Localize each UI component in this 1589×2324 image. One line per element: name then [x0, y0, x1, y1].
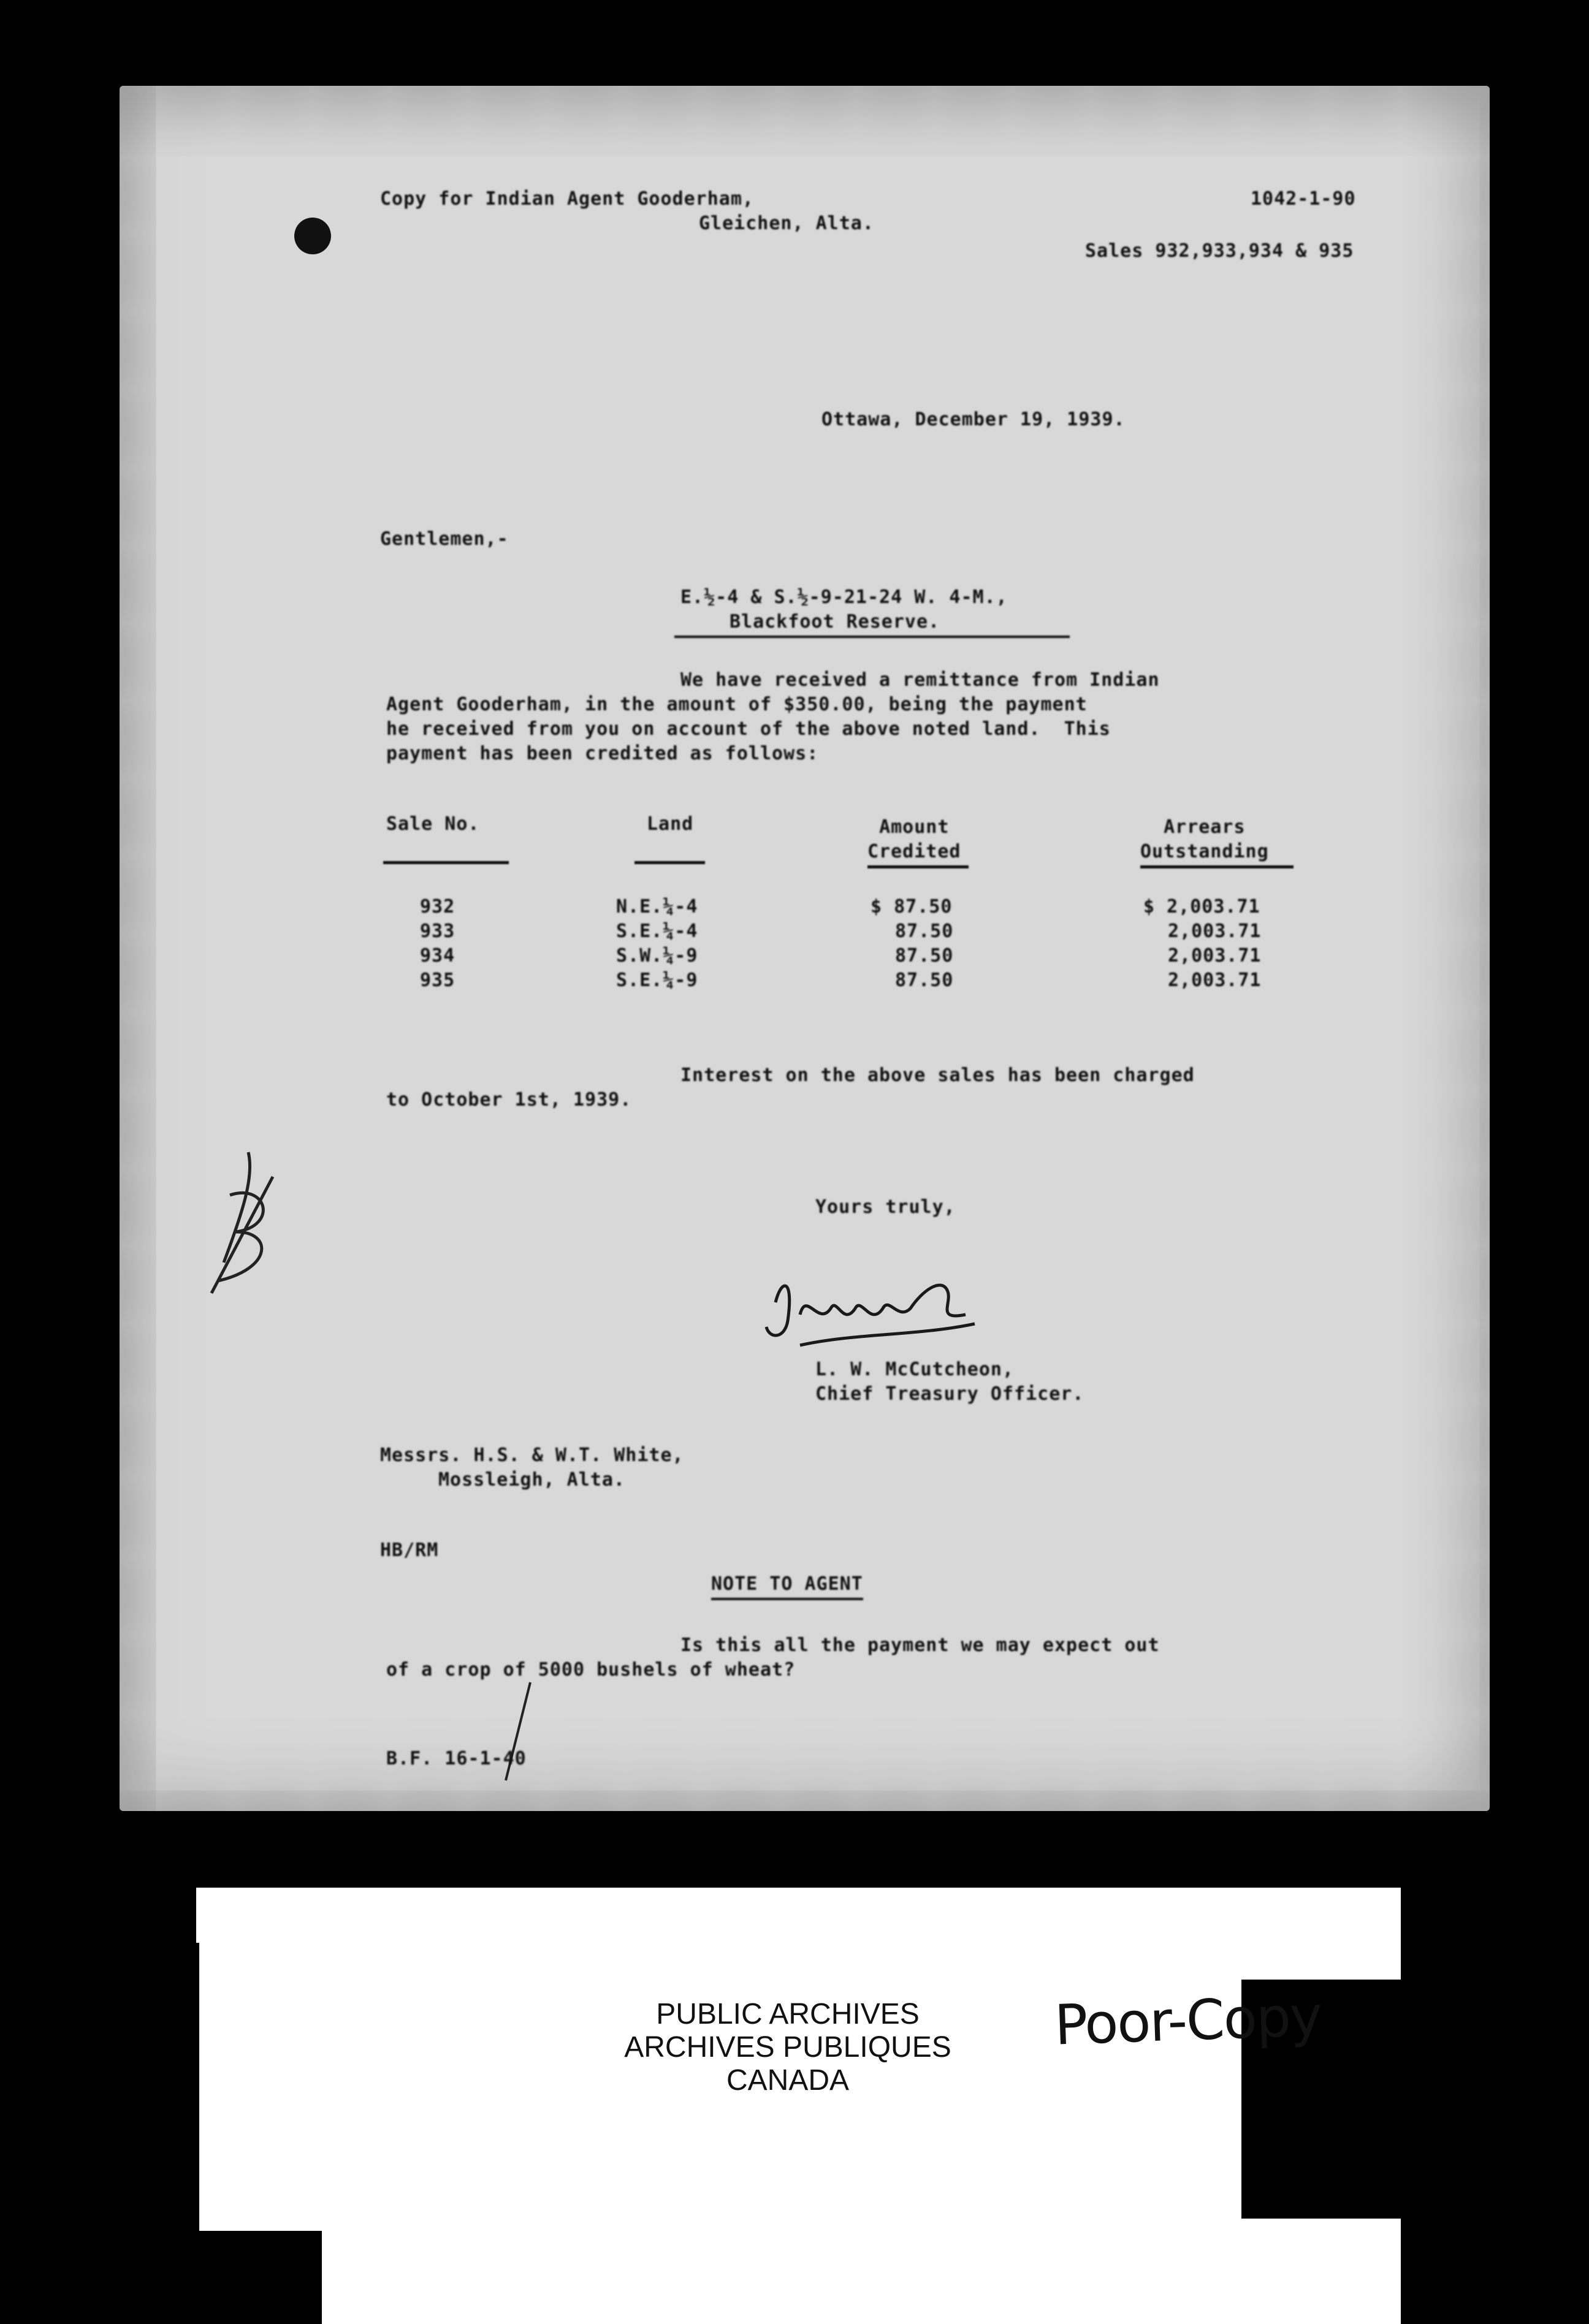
- table-cell: 87.50: [895, 921, 954, 942]
- interest-line-1: Interest on the above sales has been charged: [680, 1065, 1195, 1086]
- table-cell: S.E.¼-4: [616, 921, 698, 942]
- table-header-land: Land: [647, 813, 694, 835]
- header-rule-amount: [867, 865, 969, 868]
- copy-line-2: Gleichen, Alta.: [699, 213, 874, 234]
- archive-label-card: [199, 1888, 1401, 2324]
- poor-copy-note: Poor-Copy: [1053, 1984, 1322, 2058]
- table-header-amount-credited: Amount Credited: [867, 816, 961, 862]
- table-cell: N.E.¼-4: [616, 896, 698, 917]
- margin-initial-mark: [205, 1140, 291, 1299]
- body-line-1: We have received a remittance from Indian: [680, 669, 1160, 691]
- table-cell: 87.50: [895, 970, 954, 991]
- archive-stamp: [524, 1998, 1051, 2097]
- letter-date: Ottawa, December 19, 1939.: [821, 409, 1126, 430]
- table-cell: S.E.¼-9: [616, 970, 698, 991]
- file-reference: 1042-1-90: [1251, 188, 1356, 210]
- table-header-sale-no: Sale No.: [386, 813, 480, 835]
- table-cell: $ 87.50: [871, 896, 953, 917]
- left-margin: [0, 1888, 199, 2324]
- table-cell: 934: [420, 945, 455, 966]
- interest-line-2: to October 1st, 1939.: [386, 1089, 632, 1111]
- label-notch: [199, 2231, 322, 2324]
- archive-line-1: PUBLIC ARCHIVES: [656, 1998, 920, 2030]
- signer-title: Chief Treasury Officer.: [815, 1383, 1084, 1405]
- note-heading: NOTE TO AGENT: [711, 1572, 863, 1600]
- typist-initials: HB/RM: [380, 1540, 439, 1561]
- table-cell: 933: [420, 921, 455, 942]
- table-cell: 2,003.71: [1168, 921, 1262, 942]
- signature: [763, 1266, 984, 1351]
- table-cell: 2,003.71: [1168, 945, 1262, 966]
- letter-page: [120, 86, 1490, 1811]
- salutation: Gentlemen,-: [380, 528, 509, 550]
- sales-reference: Sales 932,933,934 & 935: [1085, 240, 1354, 262]
- bf-reference: B.F. 16-1-40: [386, 1748, 527, 1769]
- table-cell: 935: [420, 970, 455, 991]
- table-cell: 87.50: [895, 945, 954, 966]
- closing: Yours truly,: [815, 1196, 956, 1218]
- punch-hole: [294, 218, 331, 254]
- addressee-line-2: Mossleigh, Alta.: [438, 1469, 625, 1490]
- note-line-2: of a crop of 5000 bushels of wheat?: [386, 1659, 796, 1680]
- subject-line-2: Blackfoot Reserve.: [674, 610, 1070, 638]
- table-header-arrears-outstanding: Arrears Outstanding: [1140, 816, 1269, 862]
- subject-line-1: E.½-4 & S.½-9-21-24 W. 4-M.,: [680, 587, 1008, 608]
- table-cell: 2,003.71: [1168, 970, 1262, 991]
- signer-name: L. W. McCutcheon,: [815, 1359, 1015, 1380]
- copy-line-1: Copy for Indian Agent Gooderham,: [380, 188, 754, 210]
- archive-line-2: ARCHIVES PUBLIQUES: [624, 2031, 951, 2064]
- header-rule-sale: [383, 861, 509, 864]
- note-line-1: Is this all the payment we may expect out: [680, 1635, 1160, 1656]
- table-cell: 932: [420, 896, 455, 917]
- header-rule-arrears: [1140, 865, 1294, 868]
- body-line-4: payment has been credited as follows:: [386, 743, 819, 764]
- table-cell: S.W.¼-9: [616, 945, 698, 966]
- addressee-line-1: Messrs. H.S. & W.T. White,: [380, 1445, 684, 1466]
- body-line-3: he received from you on account of the above noted land. This: [386, 718, 1111, 740]
- archive-line-3: CANADA: [726, 2064, 850, 2097]
- label-top-left: [196, 1888, 356, 1943]
- table-cell: $ 2,003.71: [1143, 896, 1260, 917]
- body-line-2: Agent Gooderham, in the amount of $350.00, being the payment: [386, 694, 1088, 715]
- header-rule-land: [634, 861, 705, 864]
